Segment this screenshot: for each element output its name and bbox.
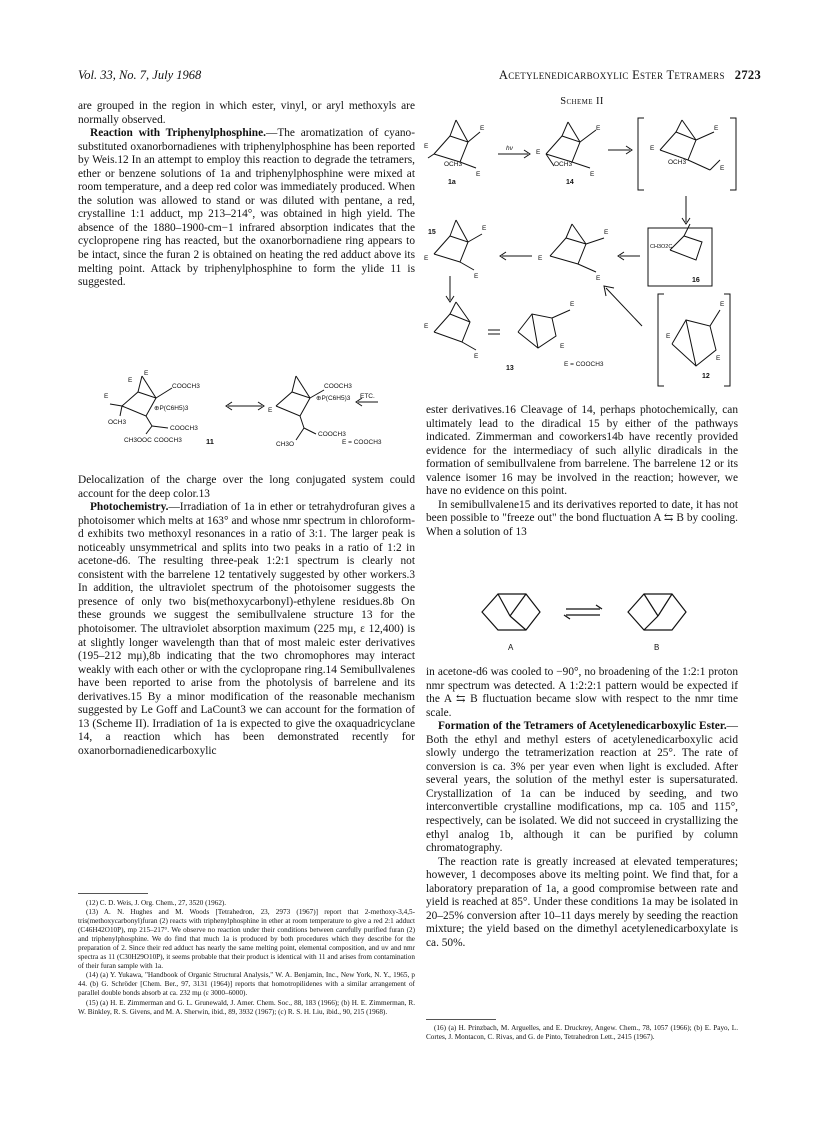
scheme-label: E [474,353,479,360]
footnote: (12) C. D. Weis, J. Org. Chem., 27, 3520 (1962). [86,899,227,907]
bond-line [460,162,476,168]
scheme-title: Scheme II [560,96,604,107]
scheme-label: E [590,171,595,178]
fig-label: E = COOCH3 [342,439,382,446]
fig-label: E [144,370,149,377]
ylide-structure-figure [80,368,412,458]
bond-line [658,594,672,616]
bond-line [142,376,156,398]
scheme-label: E [596,275,601,282]
fig-label: COOCH3 [318,431,346,438]
compound-number: 14 [566,179,574,186]
bond-line [468,132,480,142]
paragraph-text: —Irradiation of 1a in ether or tetrahydrofuran gives a photoisomer which melts at 163° and whose nmr spectrum in chloroform-d exhibits two methoxyl resonances in a ratio of 3:1. The larger peak is noticeably unsymmetrical and splits into two peaks in a ratio of 1:2 in acetone-d6. The resulting three-peak 1:2:1 spectrum is clearly not consistent with the barrelene 12 tentatively suggested by other workers.3 In addition, the ultraviolet spectrum of the photoisomer suggests the presence of only two bis(methoxycarbonyl)-ethylene residues.8b On these grounds we suggest the semibullvalene structure 13 for the photoisomer. The ultraviolet absorption maximum (225 mμ, ε 12,400) is at slightly longer wavelength than that of most maleic ester derivatives (195–212 mμ),8b indicating that the two chromophores may interact weakly with each other or with the cyclopropane ring.14 Semibullvalenes have been reported to arise from the photolysis of barrelene and its derivatives.15 By a minor modification of the reasonable mechanism suggested by Le Goff and LaCount3 we can account for the formation of 13 (Scheme II). Irradiation of 1a is expected to give the oxaquadricyclane 14, a reaction which has been demonstrated recently for oxanorbornadienedicarboxylic [78,501,415,757]
bond-line [122,392,156,416]
compound-number: 1a [448,179,456,186]
bond-line [566,224,572,238]
footnote: (14) (a) Y. Yukawa, "Handbook of Organic Structural Analysis," W. A. Benjamin, Inc., New York, N. Y., 1965, p 44. (b) G. Schröder [Chem. Ber., 97, 3131 (1964)] reports that homotropilidenes with a similar arrangement of parallel double bonds absorb at ca. 232 mμ (ε 3000–6000). [78,971,415,998]
bond-line [670,236,702,260]
fig-label: COOCH3 [324,383,352,390]
isomer-label-a: A [508,643,514,652]
bond-line [146,426,152,434]
bond-line [546,136,580,162]
semibullvalene-a [482,594,540,630]
bond-line [696,132,714,140]
left-footnotes [78,899,415,1017]
scheme-label: OCH3 [444,161,463,168]
fig-label: E [128,377,133,384]
bond-line [572,224,586,244]
footnote: (15) (a) H. E. Zimmerman and G. L. Grunewald, J. Amer. Chem. Soc., 88, 183 (1966); (b) H. E. Zimmerman, R. W. Binkley, R. S. Givens, and M. A. Sherwin, ibid., 89, 3932 (1967); (c) R. S. H. Liu, ibid., 90, 215 (1968). [78,998,415,1016]
paragraph-tetramer-formation [426,720,738,855]
scheme-label: E [424,255,429,262]
bond-line [300,416,304,428]
bond-line [684,224,690,236]
scheme-label: E [714,125,719,132]
bond-line [660,132,696,160]
bond-line [110,404,122,406]
bond-line [710,310,720,326]
fig-label: COOCH3 [170,425,198,432]
scheme-label: E [560,343,565,350]
section-heading-photochemistry: Photochemistry. [90,501,169,514]
scheme-label: E [570,301,575,308]
section-heading-tetramer-formation: Formation of the Tetramers of Acetylenedicarboxylic Ester. [438,720,727,733]
bond-line [468,234,482,242]
bond-line [710,160,720,170]
compound-number: 16 [692,277,700,284]
paragraph-delocalization: Delocalization of the charge over the long conjugated system could account for the deep color.13 [78,474,415,500]
page-number: 2723 [734,68,761,82]
scheme-label: E [482,225,487,232]
bracket [730,118,736,190]
bracket [638,118,644,190]
bond-line [450,120,456,136]
scheme-label: E [666,333,671,340]
bond-line [428,154,434,158]
bond-line [550,238,586,264]
fig-label: COOCH3 [154,437,182,444]
paragraph-cooling: in acetone-d6 was cooled to −90°, no broadening of the 1:2:1 proton nmr spectrum was detected. A 1:2:2:1 pattern would be expected if the A ⇆ B fluctuation became slow with respect to the nmr time scale. [426,666,738,719]
bond-line [296,428,304,440]
bond-fluctuation-figure [470,582,700,658]
paragraph-photochemistry [78,501,415,758]
section-heading-triphenylphosphine: Reaction with Triphenylphosphine. [90,127,266,140]
bond-line [434,136,468,162]
fig-label: COOCH3 [172,383,200,390]
scheme-label: E [476,171,481,178]
scheme-label: E [720,165,725,172]
scheme-label: E [424,323,429,330]
paragraph-semibullvalene: In semibullvalene15 and its derivatives reported to date, it has not been possible to "freeze out" the bond fluctuation A ⇆ B by cooling. When a solution of 13 [426,498,738,538]
bond-line [460,262,474,270]
bond-line [676,120,682,132]
left-column-bottom [78,474,415,758]
scheme-label: E [596,125,601,132]
bond-line [586,238,604,244]
scheme-label: E [720,301,725,308]
bond-line [304,428,316,434]
bond-line [510,616,526,630]
bond-line [580,130,596,142]
right-footnotes [426,1024,738,1042]
compound-number: 12 [702,373,710,380]
running-title: Acetylenedicarboxylic Ester Tetramers [498,68,725,82]
scheme-label: E [424,143,429,150]
bracket [648,228,712,286]
footnote: (13) A. N. Hughes and M. Woods [Tetrahedron, 23, 2973 (1967)] report that 2-methoxy-3,4,5-tris(methoxycarbonyl)furan (2) reacts with triphenylphosphine in ether at room temperature to give a red 2:1 adduct (C46H42O10P), mp 215–217°. We observe no reaction under their conditions between carefully purified furan (2) and triphenylphosphine. We do find that much 1a is produced by both procedures which they describe for the preparation of 2. Since their red adduct has nearly the same melting point, elemental composition, and uv and nmr spectra as 11 (C30H29O10P), it seems probable that their product is identical with 11 and arises from contamination of their furan sample with 1a. [78,908,415,971]
bond-line [498,594,510,616]
bracket [658,294,664,386]
compound-number: 13 [506,365,514,372]
bond-line [688,160,710,170]
bond-line [434,236,468,262]
bond-line [138,376,142,392]
bond-line [532,314,538,348]
bond-line [552,310,570,318]
fig-label: CH3OOC [124,437,152,444]
footnote: (16) (a) H. Prinzbach, M. Arguelles, and E. Druckrey, Angew. Chem., 78, 1057 (1966); (b) E. Payo, L. Cortes, J. Montacon, C. Rivas, and G. de Pinto, Tetrahedron Lett., 2415 (1967). [426,1024,738,1042]
bond-line [152,426,168,428]
paragraph-text: —Both the ethyl and methyl esters of acetylenedicarboxylic acid slowly undergo the tetramerization reaction at 25°. The rate of conversion is ca. 3% per year even when light is excluded. After several years, the solution of the methyl ester is supersaturated. Crystallization of 1a can be induced by seeding, and two interconvertible crystalline modifications, mp ca. 105 and 115°, respectively, can be isolated. We did not succeed in crystallizing the ethyl analog 1b, although it can be purified by column chromatography. [426,720,738,855]
paragraph-text: —The aromatization of cyano-substituted oxanorbornadienes with triphenylphosphine has been reported by Weis.12 In an attempt to employ this reaction to degrade the tetramers, ether or benzene solutions of 1a and triphenylphosphine were mixed at room temperature, and a deep red color was immediately produced. When the solution was allowed to stand or was diluted with pentane, a red, crystalline 1:1 adduct, mp 213–214°, was obtained in high yield. The absence of the 1880–1900-cm−1 infrared absorption indicates that the cyclopropene ring has reacted, but the oxanorbornadiene ring appears to be intact, since the furan 2 is obtained on heating the red adduct above its melting point. Attack by triphenylphosphine to form the ylide 11 is suggested. [78,127,415,289]
bond-line [296,376,310,398]
semibullvalene-b [628,594,686,630]
bond-line [462,342,476,350]
bond-line [120,406,122,416]
scheme-label: E [480,125,485,132]
bond-line [510,594,526,616]
scheme-label: OCH3 [668,159,687,166]
bond-line [686,320,696,366]
bond-line [578,264,596,272]
bond-line [644,616,658,630]
fig-label: ETC. [360,393,375,400]
bracket [724,294,730,386]
compound-number: 11 [206,437,214,446]
footnote-rule [78,893,148,894]
bond-line [450,302,456,314]
isomer-label-b: B [654,643,660,652]
scheme-label: E [604,229,609,236]
bond-line [146,416,152,426]
left-column-top [78,100,415,290]
scheme-label: E [716,355,721,362]
bond-line [276,392,310,416]
running-header-right [499,68,761,83]
paragraph-continued: are grouped in the region in which ester, vinyl, or aryl methoxyls are normally observed. [78,100,415,126]
bond-line [450,220,456,236]
scheme-ii-figure [420,110,742,400]
fig-label: E [104,393,109,400]
paragraph-ester-derivatives: ester derivatives.16 Cleavage of 14, perhaps photochemically, can ultimately lead to the diradical 15 by either of the pathways indicated. Zimmerman and coworkers14b have recently provided evidence for the intermediacy of such allylic diradicals in the formation of semibullvalene from barrelene. The barrelene 12 or its valence isomer 16 may be involved in the reaction; however, we have no evidence on this point. [426,404,738,498]
bond-line [572,162,590,168]
fig-label: ⊕P(C6H5)3 [154,405,189,412]
scheme-label: E [474,273,479,280]
scheme-label: CH3O2C [650,244,673,250]
scheme-label: E [536,149,541,156]
compound-number: 15 [428,229,436,236]
fig-label: ⊕P(C6H5)3 [316,395,351,402]
bond-line [644,594,658,616]
fig-label: OCH3 [108,419,127,426]
scheme-label: E = COOCH3 [564,361,604,368]
paragraph-reaction-rate: The reaction rate is greatly increased at elevated temperatures; however, 1 decomposes above its melting point. We find that, for a laboratory preparation of 1a, a good compromise between rate and yield is reached at 85°. Under these conditions 1a may be isolated in 20–25% conversion after 10–11 days merely by seeding the reaction mixture; the yield based on the dimethyl acetylenedicarboxylate is ca. 50%. [426,855,738,949]
running-header-left: Vol. 33, No. 7, July 1968 [78,68,202,82]
scheme-label: hν [506,145,513,152]
bond-line [434,314,470,342]
scheme-label: E [538,255,543,262]
arrow-line [606,288,642,326]
paragraph-triphenylphosphine [78,127,415,290]
footnote-rule [426,1019,496,1020]
right-column-bottom [426,666,738,950]
scheme-label: OCH3 [554,161,573,168]
bond-line [562,122,568,136]
bond-line [292,376,296,392]
right-column-top [426,404,738,539]
fig-label: E [268,407,273,414]
fig-label: CH3O [276,441,295,448]
scheme-label: E [650,145,655,152]
bond-line [156,388,172,398]
